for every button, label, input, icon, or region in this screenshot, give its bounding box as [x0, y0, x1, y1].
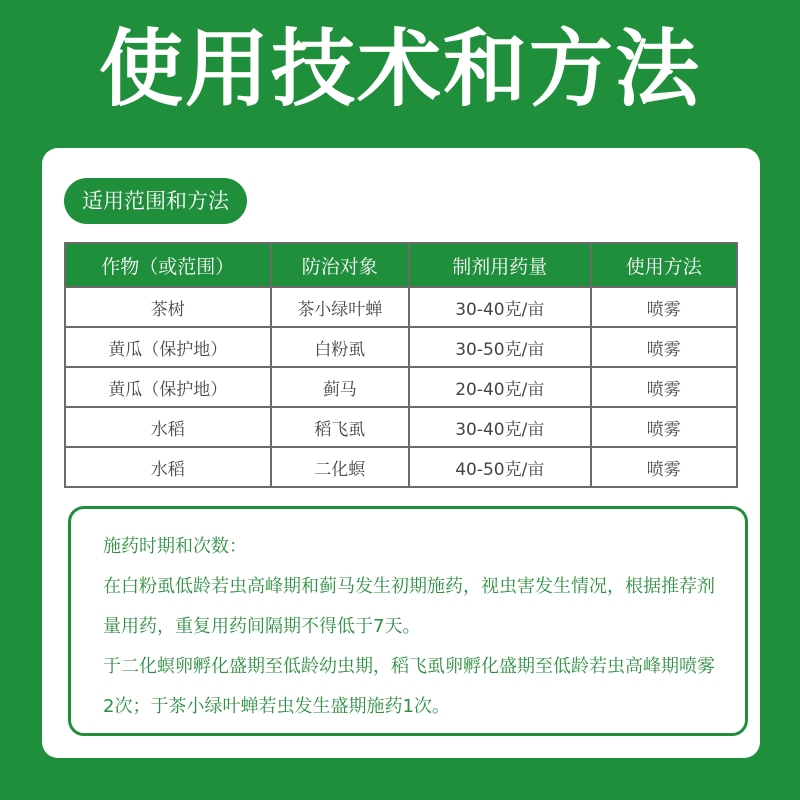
cell-crop: 黄瓜（保护地）: [65, 367, 271, 407]
cell-crop: 水稻: [65, 407, 271, 447]
header-crop: 作物（或范围）: [65, 243, 271, 287]
cell-dosage: 30-50克/亩: [409, 327, 591, 367]
table-row: [65, 327, 737, 367]
section-label: 适用范围和方法: [64, 178, 247, 224]
header-dosage: 制剂用药量: [409, 243, 591, 287]
usage-table: [64, 242, 738, 488]
cell-crop: 黄瓜（保护地）: [65, 327, 271, 367]
table-row: [65, 367, 737, 407]
table-row: [65, 407, 737, 447]
notes-paragraph: 于二化螟卵孵化盛期至低龄幼虫期，稻飞虱卵孵化盛期至低龄若虫高峰期喷雾2次；于茶小绿叶蝉若虫发生盛期施药1次。: [103, 656, 715, 717]
cell-method: 喷雾: [591, 327, 737, 367]
cell-target: 蓟马: [271, 367, 409, 407]
cell-dosage: 30-40克/亩: [409, 287, 591, 327]
notes-heading: 施药时期和次数：: [103, 536, 247, 557]
cell-dosage: 30-40克/亩: [409, 407, 591, 447]
cell-method: 喷雾: [591, 287, 737, 327]
header-method: 使用方法: [591, 243, 737, 287]
table-row: [65, 287, 737, 327]
cell-target: 稻飞虱: [271, 407, 409, 447]
cell-target: 二化螟: [271, 447, 409, 487]
page-title: 使用技术和方法: [98, 20, 701, 118]
notes-paragraph: 在白粉虱低龄若虫高峰期和蓟马发生初期施药，视虫害发生情况，根据推荐剂量用药，重复用药间隔期不得低于7天。: [103, 576, 715, 637]
content-card: [42, 148, 760, 758]
table-header-row: [65, 243, 737, 287]
cell-target: 白粉虱: [271, 327, 409, 367]
cell-target: 茶小绿叶蝉: [271, 287, 409, 327]
application-notes: [68, 506, 748, 736]
cell-dosage: 20-40克/亩: [409, 367, 591, 407]
cell-crop: 茶树: [65, 287, 271, 327]
cell-method: 喷雾: [591, 447, 737, 487]
cell-dosage: 40-50克/亩: [409, 447, 591, 487]
header-target: 防治对象: [271, 243, 409, 287]
cell-method: 喷雾: [591, 407, 737, 447]
table-row: [65, 447, 737, 487]
cell-crop: 水稻: [65, 447, 271, 487]
cell-method: 喷雾: [591, 367, 737, 407]
